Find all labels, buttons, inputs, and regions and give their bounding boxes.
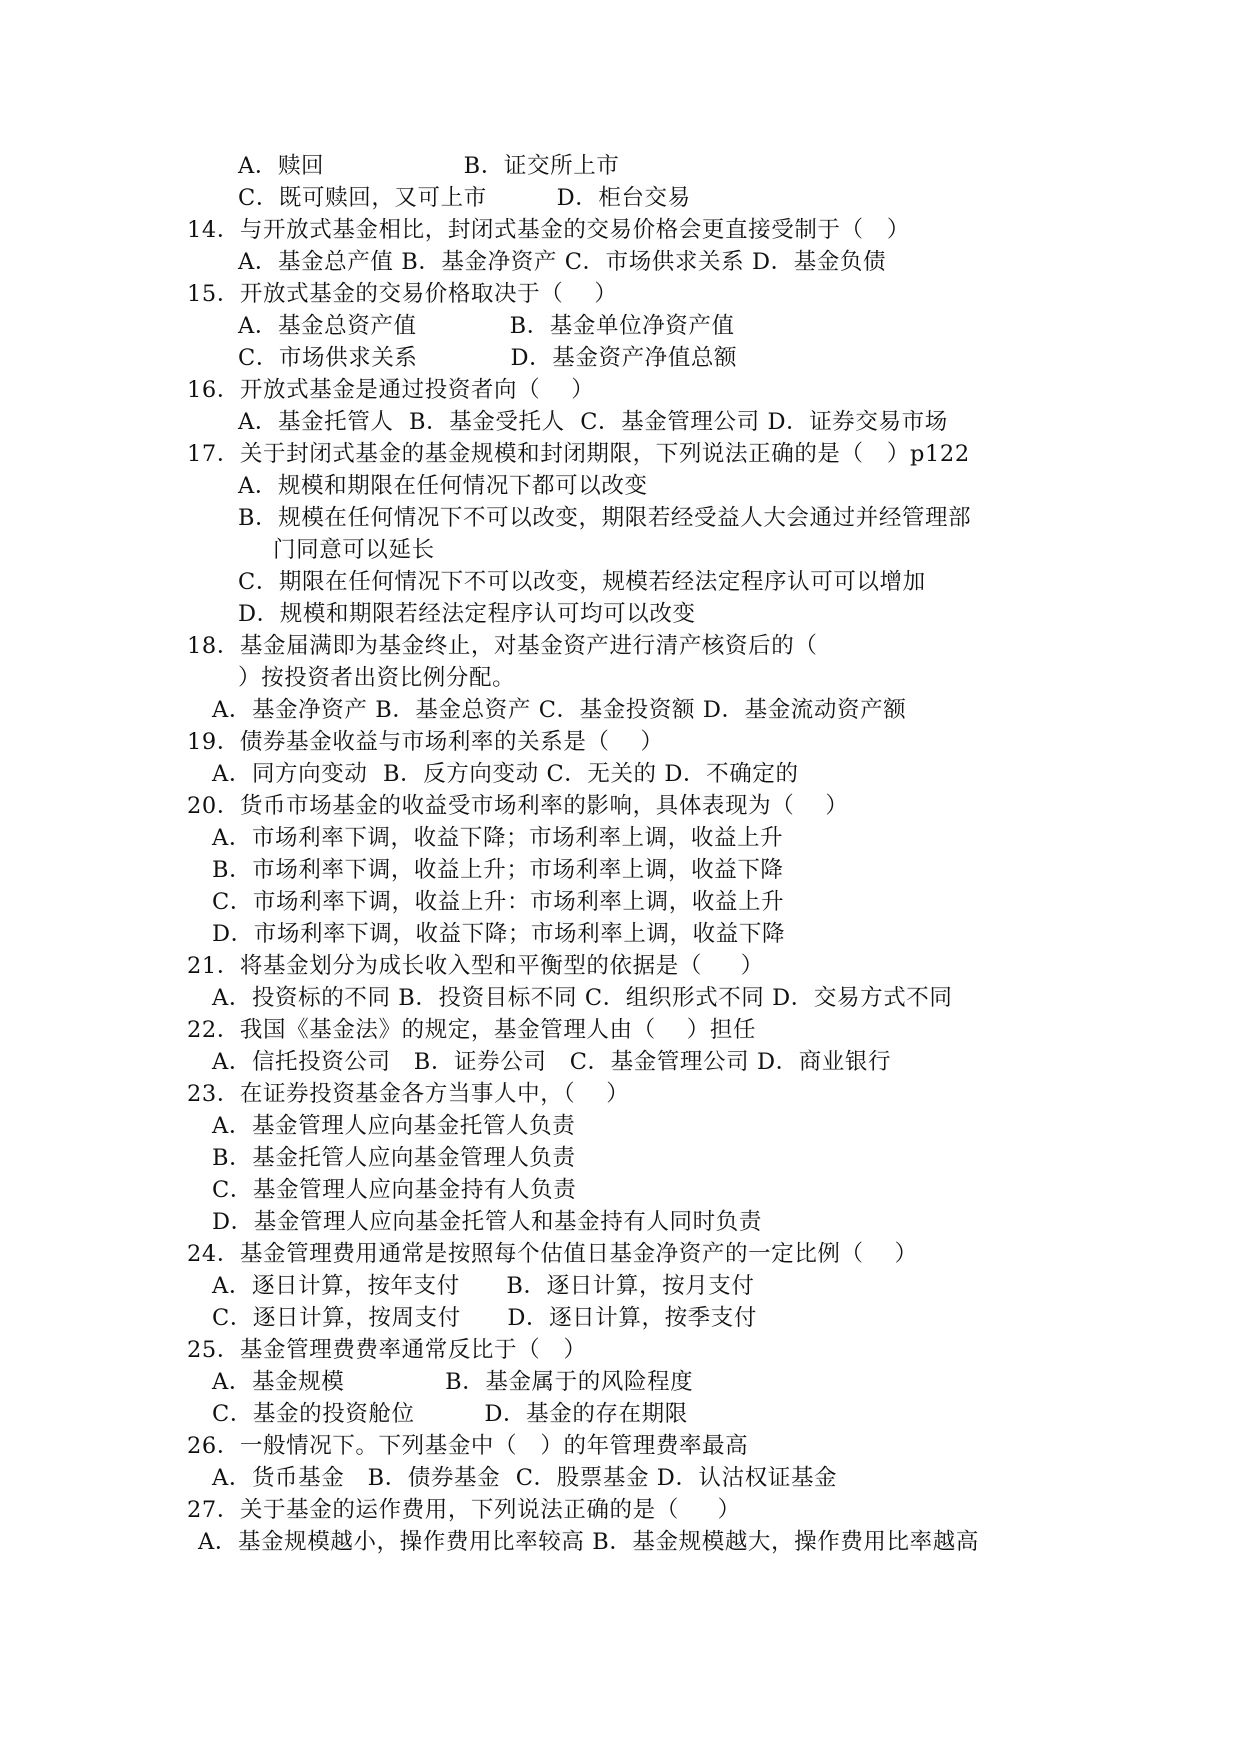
question-line: 27．关于基金的运作费用，下列说法正确的是（ ） — [187, 1497, 741, 1523]
text-line: B．规模在任何情况下不可以改变，期限若经受益人大会通过并经管理部 — [238, 505, 972, 531]
question-line: 18．基金届满即为基金终止，对基金资产进行清产核资后的（ — [187, 633, 818, 659]
text-line: A．信托投资公司 B．证券公司 C．基金管理公司 D．商业银行 — [212, 1049, 892, 1075]
question-line: 17．关于封闭式基金的基金规模和封闭期限，下列说法正确的是（ ）p122 — [187, 441, 970, 467]
text-line: A．基金总产值 B．基金净资产 C．市场供求关系 D．基金负债 — [238, 249, 887, 275]
text-line: C．逐日计算，按周支付 D．逐日计算，按季支付 — [212, 1305, 757, 1331]
text-line: B．市场利率下调，收益上升；市场利率上调，收益下降 — [212, 857, 784, 883]
text-line: A．基金管理人应向基金托管人负责 — [212, 1113, 576, 1139]
question-line: 20．货币市场基金的收益受市场利率的影响，具体表现为（ ） — [187, 793, 849, 819]
text-line: A．基金规模越小，操作费用比率较高 B．基金规模越大，操作费用比率越高 — [198, 1529, 979, 1555]
text-line: C．既可赎回，又可上市 D．柜台交易 — [238, 185, 691, 211]
text-line: A．基金总资产值 B．基金单位净资产值 — [238, 313, 735, 339]
question-line: 23．在证券投资基金各方当事人中，（ ） — [187, 1081, 630, 1107]
question-line: 14．与开放式基金相比，封闭式基金的交易价格会更直接受制于（ ） — [187, 217, 910, 243]
text-line: D．规模和期限若经法定程序认可均可以改变 — [238, 601, 696, 627]
text-line: C．基金管理人应向基金持有人负责 — [212, 1177, 577, 1203]
question-line: 19．债券基金收益与市场利率的关系是（ ） — [187, 729, 664, 755]
question-line: 26．一般情况下。下列基金中（ ）的年管理费率最高 — [187, 1433, 749, 1459]
text-line: A．货币基金 B．债券基金 C．股票基金 D．认沽权证基金 — [212, 1465, 838, 1491]
text-line: A．逐日计算，按年支付 B．逐日计算，按月支付 — [212, 1273, 755, 1299]
question-line: 16．开放式基金是通过投资者向（ ） — [187, 377, 595, 403]
text-line: A．基金规模 B．基金属于的风险程度 — [212, 1369, 694, 1395]
question-line: 24．基金管理费用通常是按照每个估值日基金净资产的一定比例（ ） — [187, 1241, 918, 1267]
text-line: A．基金托管人 B．基金受托人 C．基金管理公司 D．证券交易市场 — [238, 409, 948, 435]
text-line: A．规模和期限在任何情况下都可以改变 — [238, 473, 648, 499]
question-line: 21．将基金划分为成长收入型和平衡型的依据是（ ） — [187, 953, 764, 979]
text-line: C．市场利率下调，收益上升：市场利率上调，收益上升 — [212, 889, 785, 915]
text-line: 门同意可以延长 — [273, 537, 435, 563]
question-line: 22．我国《基金法》的规定，基金管理人由（ ）担任 — [187, 1017, 757, 1043]
text-line: A．投资标的不同 B．投资目标不同 C．组织形式不同 D．交易方式不同 — [212, 985, 953, 1011]
text-line: ）按投资者出资比例分配。 — [238, 665, 516, 691]
text-line: A．基金净资产 B．基金总资产 C．基金投资额 D．基金流动资产额 — [212, 697, 907, 723]
text-line: D．市场利率下调，收益下降；市场利率上调，收益下降 — [212, 921, 786, 947]
question-line: 15．开放式基金的交易价格取决于（ ） — [187, 281, 618, 307]
text-line: C．基金的投资舱位 D．基金的存在期限 — [212, 1401, 688, 1427]
text-line: D．基金管理人应向基金托管人和基金持有人同时负责 — [212, 1209, 762, 1235]
text-line: C．期限在任何情况下不可以改变，规模若经法定程序认可可以增加 — [238, 569, 926, 595]
question-line: 25．基金管理费费率通常反比于（ ） — [187, 1337, 587, 1363]
text-line: A．同方向变动 B．反方向变动 C．无关的 D．不确定的 — [212, 761, 799, 787]
text-line: C．市场供求关系 D．基金资产净值总额 — [238, 345, 738, 371]
text-line: B．基金托管人应向基金管理人负责 — [212, 1145, 576, 1171]
text-line: A．市场利率下调，收益下降；市场利率上调，收益上升 — [212, 825, 784, 851]
text-line: A．赎回 B．证交所上市 — [238, 153, 620, 179]
